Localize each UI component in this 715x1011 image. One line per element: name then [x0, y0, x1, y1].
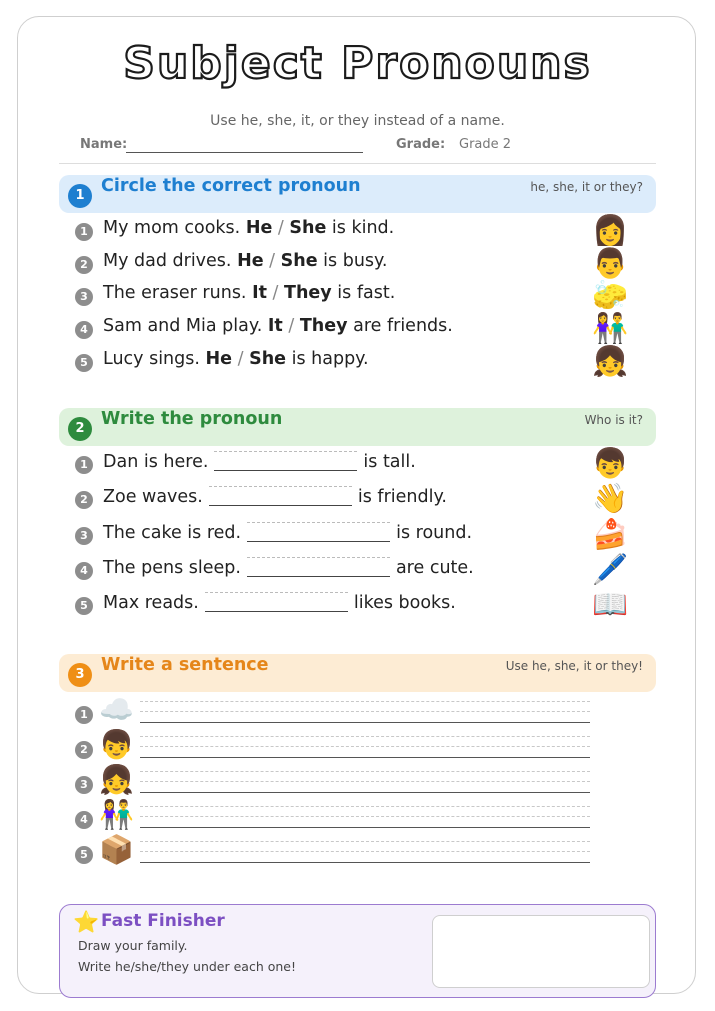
- sentence-end: is tall.: [363, 452, 416, 472]
- sentence-start: The pens sleep.: [103, 558, 241, 578]
- box-icon: 📦: [99, 833, 134, 866]
- sentence-end: are friends.: [353, 316, 453, 336]
- question-text: [103, 486, 447, 507]
- pronoun-option-2[interactable]: She: [280, 251, 318, 271]
- question-row: [75, 517, 650, 551]
- sentence-start: My dad drives.: [103, 251, 232, 271]
- sentence-end: is kind.: [331, 218, 395, 238]
- writing-line-middle[interactable]: [140, 711, 590, 712]
- section-title: Write a sentence: [101, 655, 269, 675]
- sentence-end: is busy.: [323, 251, 388, 271]
- question-number: 5: [75, 354, 93, 372]
- option-separator: /: [269, 251, 276, 271]
- writing-line-base[interactable]: [140, 827, 590, 828]
- section-number-badge: 2: [68, 417, 92, 441]
- boy-icon: 👦: [99, 728, 134, 761]
- writing-line-middle[interactable]: [140, 851, 590, 852]
- cake-icon: 🍰: [592, 517, 629, 551]
- sentence-start: Lucy sings.: [103, 349, 200, 369]
- page-title: Subject Pronouns: [123, 38, 592, 89]
- option-separator: /: [277, 218, 284, 238]
- sentence-row: [75, 833, 595, 873]
- question-number: 5: [75, 597, 93, 615]
- name-grade-row: [80, 137, 640, 157]
- woman-icon: 👩: [592, 213, 629, 247]
- sentence-start: The cake is red.: [103, 523, 242, 543]
- sentence-start: Zoe waves.: [103, 487, 203, 507]
- writing-line-top[interactable]: [140, 806, 590, 807]
- name-label: Name:: [80, 137, 128, 152]
- question-number: 1: [75, 456, 93, 474]
- question-number: 5: [75, 846, 93, 864]
- question-row: [75, 278, 650, 312]
- answer-blank[interactable]: [209, 486, 352, 506]
- sentence-row: [75, 728, 595, 768]
- fast-finisher-line-2: Write he/she/they under each one!: [78, 959, 296, 974]
- grade-value: Grade 2: [459, 137, 512, 152]
- fast-finisher-title: Fast Finisher: [101, 911, 225, 931]
- question-number: 4: [75, 811, 93, 829]
- sentence-end: likes books.: [353, 593, 456, 613]
- option-separator: /: [272, 283, 279, 303]
- question-text: [103, 316, 453, 336]
- question-text: [103, 557, 474, 578]
- pen-icon: 🖊️: [592, 552, 629, 586]
- writing-line-top[interactable]: [140, 736, 590, 737]
- question-text: [103, 349, 369, 369]
- star-icon: ⭐: [73, 910, 100, 934]
- writing-line-base[interactable]: [140, 757, 590, 758]
- question-row: [75, 311, 650, 345]
- boy-icon: 👦: [592, 446, 629, 480]
- sponge-eraser-icon: 🧽: [592, 278, 629, 312]
- pronoun-option-2[interactable]: They: [284, 283, 332, 303]
- pronoun-option-1[interactable]: He: [205, 349, 233, 369]
- option-separator: /: [288, 316, 295, 336]
- section-2-header: [59, 408, 656, 446]
- question-number: 3: [75, 527, 93, 545]
- writing-line-middle[interactable]: [140, 781, 590, 782]
- question-number: 4: [75, 321, 93, 339]
- answer-blank[interactable]: [214, 451, 357, 471]
- writing-line-top[interactable]: [140, 771, 590, 772]
- writing-line-middle[interactable]: [140, 816, 590, 817]
- fast-finisher-box: [59, 904, 656, 998]
- question-number: 4: [75, 562, 93, 580]
- section-hint: he, she, it or they?: [530, 180, 643, 194]
- writing-line-middle[interactable]: [140, 746, 590, 747]
- question-row: [75, 213, 650, 247]
- sentence-start: Max reads.: [103, 593, 199, 613]
- pronoun-option-2[interactable]: She: [249, 349, 287, 369]
- writing-line-base[interactable]: [140, 862, 590, 863]
- question-number: 3: [75, 288, 93, 306]
- man-icon: 👨: [592, 246, 629, 280]
- girl-icon: 👧: [592, 344, 629, 378]
- sentence-end: is round.: [396, 523, 473, 543]
- question-number: 2: [75, 256, 93, 274]
- question-row: [75, 587, 650, 621]
- question-number: 2: [75, 741, 93, 759]
- question-number: 3: [75, 776, 93, 794]
- pronoun-option-1[interactable]: He: [237, 251, 264, 271]
- couple-icon: 👫: [592, 311, 629, 345]
- section-title: Write the pronoun: [101, 409, 283, 429]
- section-3-header: [59, 654, 656, 692]
- question-row: [75, 344, 650, 378]
- pronoun-option-2[interactable]: They: [299, 316, 348, 336]
- grade-label: Grade:: [396, 137, 446, 152]
- pronoun-option-1[interactable]: It: [252, 283, 267, 303]
- sentence-end: is fast.: [337, 283, 396, 303]
- question-text: [103, 592, 456, 613]
- pronoun-option-2[interactable]: She: [289, 218, 327, 238]
- waving-hand-icon: 👋: [592, 481, 629, 515]
- pronoun-option-1[interactable]: He: [245, 218, 273, 238]
- writing-line-top[interactable]: [140, 841, 590, 842]
- sentence-start: The eraser runs.: [103, 283, 247, 303]
- section-hint: Use he, she, it or they!: [505, 659, 643, 673]
- question-row: [75, 246, 650, 280]
- question-text: [103, 283, 395, 303]
- sentence-row: [75, 763, 595, 803]
- sentence-end: are cute.: [395, 558, 474, 578]
- question-number: 1: [75, 706, 93, 724]
- writing-line-top[interactable]: [140, 701, 590, 702]
- question-number: 1: [75, 223, 93, 241]
- fast-finisher-line-1: Draw your family.: [78, 938, 188, 953]
- couple-icon: 👫: [99, 798, 134, 831]
- question-row: [75, 446, 650, 480]
- sentence-start: Dan is here.: [103, 452, 209, 472]
- sentence-end: is happy.: [291, 349, 369, 369]
- option-separator: /: [237, 349, 244, 369]
- question-row: [75, 552, 650, 586]
- answer-blank[interactable]: [247, 522, 390, 542]
- sentence-row: [75, 693, 595, 733]
- open-book-icon: 📖: [592, 587, 629, 621]
- question-number: 2: [75, 491, 93, 509]
- section-number-badge: 3: [68, 663, 92, 687]
- section-number-badge: 1: [68, 184, 92, 208]
- section-title: Circle the correct pronoun: [101, 176, 361, 196]
- sentence-start: My mom cooks.: [103, 218, 241, 238]
- drawing-box[interactable]: [432, 915, 650, 988]
- girl-icon: 👧: [99, 763, 134, 796]
- sentence-row: [75, 798, 595, 838]
- writing-line-base[interactable]: [140, 792, 590, 793]
- question-text: [103, 251, 387, 271]
- section-hint: Who is it?: [584, 413, 643, 427]
- header-divider: [59, 163, 656, 164]
- question-text: [103, 522, 472, 543]
- question-text: [103, 451, 416, 472]
- section-1-header: [59, 175, 656, 213]
- question-row: [75, 481, 650, 515]
- answer-blank[interactable]: [247, 557, 390, 577]
- name-field[interactable]: [126, 152, 363, 153]
- question-text: [103, 218, 394, 238]
- sentence-start: Sam and Mia play.: [103, 316, 263, 336]
- pronoun-option-1[interactable]: It: [267, 316, 283, 336]
- page-subtitle: Use he, she, it, or they instead of a name.: [210, 113, 505, 129]
- cloud-icon: ☁️: [99, 693, 134, 726]
- sentence-end: is friendly.: [357, 487, 447, 507]
- answer-blank[interactable]: [205, 592, 348, 612]
- writing-line-base[interactable]: [140, 722, 590, 723]
